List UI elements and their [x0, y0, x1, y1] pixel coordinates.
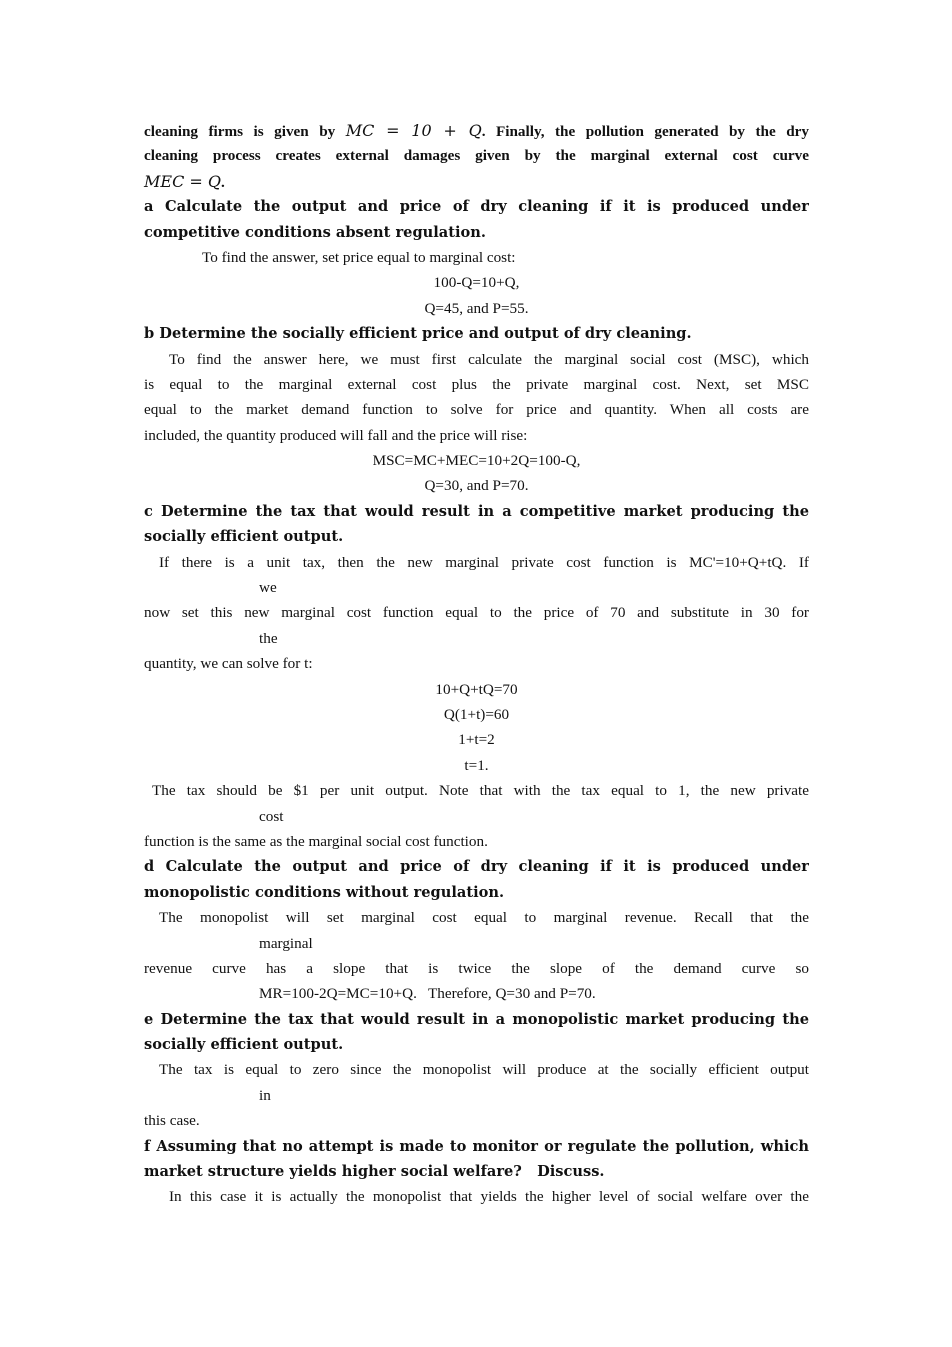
section-e-heading-line-2: socially efficient output. — [144, 1036, 344, 1054]
section-a-equation-1: 100-Q=10+Q, — [433, 274, 520, 292]
mc-formula: MC = 10 + Q — [345, 121, 482, 140]
section-a-equation-2: Q=45, and P=55. — [424, 299, 529, 317]
section-d-heading-line-1: d Calculate the output and price of dry cleaning if it is produced under — [144, 858, 809, 876]
section-c-body-line-1: If there is a unit tax, then the new marginal private cost function is MC'=10+Q+tQ. If — [159, 553, 809, 571]
section-c-heading-line-2: socially efficient output. — [144, 528, 344, 546]
intro-line-3: MEC = Q. — [144, 171, 225, 191]
section-c-heading-line-1: c Determine the tax that would result in a competitive market producing the — [144, 502, 809, 520]
section-c-conclusion-line-2: function is the same as the marginal social cost function. — [144, 832, 488, 850]
section-b-equation-1: MSC=MC+MEC=10+2Q=100-Q, — [372, 452, 581, 470]
section-c-body-line-2: now set this new marginal cost function equal to the price of 70 and substitute in 30 for — [144, 604, 809, 622]
section-f-heading-line-1: f Assuming that no attempt is made to monitor or regulate the pollution, which — [144, 1137, 809, 1155]
section-c-equation-4: t=1. — [464, 756, 489, 774]
document-page — [144, 118, 809, 1210]
section-c-body-orphan-2: the — [259, 629, 278, 647]
section-c-equation-3: 1+t=2 — [458, 731, 495, 749]
section-e-body-orphan-1: in — [259, 1086, 271, 1104]
section-c-equation-2: Q(1+t)=60 — [443, 705, 510, 723]
section-c-body-orphan-1: we — [259, 579, 277, 597]
section-c-conclusion-orphan: cost — [259, 807, 284, 825]
section-e-body-line-2: this case. — [144, 1112, 200, 1130]
section-b-body-line-3: equal to the market demand function to solve for price and quantity. When all costs are — [144, 401, 809, 419]
section-a-heading-line-1: a Calculate the output and price of dry cleaning if it is produced under — [144, 198, 809, 216]
section-c-body-line-3: quantity, we can solve for t: — [144, 655, 313, 673]
section-f-heading-line-2: market structure yields higher social welfare? Discuss. — [144, 1163, 605, 1181]
section-c-equation-1: 10+Q+tQ=70 — [435, 680, 518, 698]
section-a-body: To find the answer, set price equal to marginal cost: — [202, 248, 516, 266]
section-b-body-line-4: included, the quantity produced will fall and the price will rise: — [144, 426, 528, 444]
section-d-heading-line-2: monopolistic conditions without regulation. — [144, 883, 505, 901]
section-b-heading: b Determine the socially efficient price and output of dry cleaning. — [144, 325, 692, 343]
section-a-heading-line-2: competitive conditions absent regulation. — [144, 223, 486, 241]
section-d-body-line-3: MR=100-2Q=MC=10+Q. Therefore, Q=30 and P=70. — [259, 985, 596, 1003]
intro-line-1: cleaning firms is given by MC = 10 + Q. Finally, the pollution generated by the dry — [144, 121, 809, 140]
section-d-body-orphan-1: marginal — [259, 934, 313, 952]
section-b-equation-2: Q=30, and P=70. — [424, 477, 529, 495]
section-c-conclusion-line-1: The tax should be $1 per unit output. Note that with the tax equal to 1, the new private — [152, 782, 809, 800]
mec-formula: MEC = Q — [144, 171, 221, 191]
section-b-body-line-1: To find the answer here, we must first calculate the marginal social cost (MSC), which — [169, 350, 809, 368]
section-b-body-line-2: is equal to the marginal external cost plus the private marginal cost. Next, set MSC — [144, 375, 809, 393]
section-d-body-line-2: revenue curve has a slope that is twice the slope of the demand curve so — [144, 959, 809, 977]
section-e-body-line-1: The tax is equal to zero since the monopolist will produce at the socially efficient output — [159, 1061, 809, 1079]
section-e-heading-line-1: e Determine the tax that would result in a monopolistic market producing the — [144, 1010, 809, 1028]
section-f-body-line-1: In this case it is actually the monopolist that yields the higher level of social welfare over the — [169, 1188, 809, 1206]
section-d-body-line-1: The monopolist will set marginal cost equal to marginal revenue. Recall that the — [159, 909, 809, 927]
intro-line-2: cleaning process creates external damages given by the marginal external cost curve — [144, 147, 809, 165]
